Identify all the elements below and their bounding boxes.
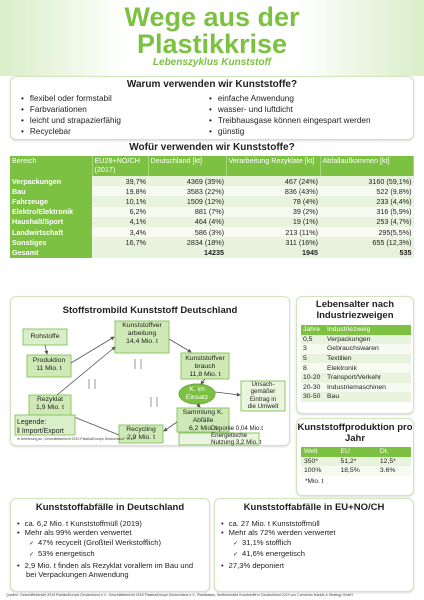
production-footnote: *Mio. t xyxy=(305,478,324,485)
lifetime-box xyxy=(296,296,414,414)
lifetime-cell: 0,5 xyxy=(301,335,325,345)
waste-list-item: ✓ 31,1% stofflich xyxy=(221,538,335,549)
poster-title-line1: Wege aus der xyxy=(124,2,300,32)
usage-cell: 233 (4,4%) xyxy=(320,196,414,206)
usage-cell: 19 (1%) xyxy=(226,217,320,227)
usage-row xyxy=(10,176,414,186)
usage-row xyxy=(10,217,414,227)
lifetime-cell: Textilien xyxy=(325,354,411,364)
usage-row xyxy=(10,186,414,196)
lifetime-row xyxy=(301,344,411,354)
usage-title: Wofür verwenden wir Kunststoffe? xyxy=(129,142,295,153)
waste-eu-list xyxy=(221,519,335,570)
usage-total-label: Gesamt xyxy=(10,247,92,257)
usage-total-cell: 14235 xyxy=(148,247,226,257)
waste-list-item: bei Verpackungen Anwendung xyxy=(26,570,129,580)
flow-verbrauch: Kunststoffver brauch 11,8 Mio. t xyxy=(185,355,225,378)
usage-cell: 3,4% xyxy=(92,227,148,237)
lifetime-header-row xyxy=(301,325,411,335)
usage-cell: 295(5,5%) xyxy=(320,227,414,237)
waste-list-item: ✓ 53% energetisch xyxy=(17,549,193,560)
production-header-cell: Dt. xyxy=(377,447,411,457)
why-item: • leicht und strapazierfähig xyxy=(21,115,121,126)
sources-footer: Quellen: Geschäftsbericht 2019 PlasticsEurope Deutschland e.V., Geschäftsbericht 2018 PlasticsEurope Deutschland e.V., Plastikatlas, Stoffstrombild Kunststoffe in Deutschland 2019 von Conversio Market & Strategy GmbH xyxy=(6,593,353,597)
why-item: • Treibhausgase können eingespart werden xyxy=(209,115,371,126)
usage-header-row xyxy=(10,156,414,176)
usage-cell: 522 (9,8%) xyxy=(320,186,414,196)
usage-total-cell: 1945 xyxy=(226,247,320,257)
flow-produktion: Produktion 11 Mio. t xyxy=(32,357,66,372)
flow-deponie: Deponie 0,04 Mio.t Energetische Nutzung 3,2 Mio. t xyxy=(211,425,263,446)
usage-row xyxy=(10,227,414,237)
usage-total-cell xyxy=(92,247,148,257)
production-cell: 3.6% xyxy=(377,466,411,476)
production-cell: 350* xyxy=(301,457,337,467)
usage-cell: 2834 (18%) xyxy=(148,237,226,247)
flow-verarbeitung: Kunststoffver arbeitung 14,4 Mio. t xyxy=(122,322,162,345)
usage-cell: 316 (5,9%) xyxy=(320,207,414,217)
lifetime-row xyxy=(301,335,411,345)
lifetime-row xyxy=(301,363,411,373)
flow-title: Stoffstrombild Kunststoff Deutschland xyxy=(62,305,238,316)
waste-eu-box xyxy=(214,498,414,592)
usage-cell: 39,7% xyxy=(92,176,148,186)
usage-cell: 881 (7%) xyxy=(148,207,226,217)
flow-sammlung: Sammlung K. Abfälle 6,2 Mio. t xyxy=(182,409,224,432)
lifetime-row xyxy=(301,383,411,393)
usage-row xyxy=(10,237,414,247)
waste-list-item: • 2,9 Mio. t finden als Rezyklat vorallem im Bau und xyxy=(17,561,193,570)
usage-cell: 586 (3%) xyxy=(148,227,226,237)
usage-total-row xyxy=(10,247,414,257)
production-header-cell: Welt xyxy=(301,447,337,457)
usage-cell: 16,7% xyxy=(92,237,148,247)
usage-cell: 311 (16%) xyxy=(226,237,320,247)
production-cell: 18,5% xyxy=(337,466,376,476)
lifetime-cell: Elektronik xyxy=(325,363,411,373)
why-item: • Farbvariationen xyxy=(21,104,121,115)
flow-legend xyxy=(17,418,64,436)
lifetime-cell: Gebrauchswaren xyxy=(325,344,411,354)
flow-einsatz: K. im Einsatz xyxy=(185,386,209,401)
usage-category: Verpackungen xyxy=(10,176,92,186)
waste-list-item: • Mehr als 72% werden verwertet xyxy=(221,528,335,537)
lifetime-cell: 10-20 xyxy=(301,373,325,383)
usage-row xyxy=(10,196,414,206)
waste-list-item: • Mehr als 99% werden verwertet xyxy=(17,528,193,537)
lifetime-row xyxy=(301,373,411,383)
lifetime-cell: 3 xyxy=(301,344,325,354)
usage-cell: 4,1% xyxy=(92,217,148,227)
usage-header-cell: Abfallaufkommen [kt] xyxy=(320,156,414,176)
lifetime-cell: 30-50 xyxy=(301,392,325,402)
lifetime-title: Lebensalter nach Industriezweigen xyxy=(315,299,395,321)
waste-list-item: • 27,3% deponiert xyxy=(221,561,335,570)
usage-cell: 78 (4%) xyxy=(226,196,320,206)
poster-subtitle: Lebenszyklus Kunststoff xyxy=(152,57,272,68)
lifetime-cell: Transport/Verkehr xyxy=(325,373,411,383)
production-header-cell: EU xyxy=(337,447,376,457)
lifetime-header-cell: Industriezweig xyxy=(325,325,411,335)
poster-title-line2: Plastikkrise xyxy=(136,29,288,59)
usage-category: Sonstiges xyxy=(10,237,92,247)
usage-header-cell: EU28+NO/CH (2017) xyxy=(92,156,148,176)
production-title: Kunststoffproduktion pro Jahr xyxy=(297,422,413,444)
why-item: • wasser- und luftdicht xyxy=(209,104,371,115)
usage-header-cell: Verarbeitung Rezyklate [kt] xyxy=(226,156,320,176)
waste-eu-title: Kunststoffabfälle in EU+NO/CH xyxy=(243,502,385,513)
usage-header-cell: Deutschland [kt] xyxy=(148,156,226,176)
usage-cell: 6,2% xyxy=(92,207,148,217)
why-item: • günstig xyxy=(209,126,371,137)
usage-cell: 253 (4,7%) xyxy=(320,217,414,227)
lifetime-cell: Verpackungen xyxy=(325,335,411,345)
why-item: • Recyclebar xyxy=(21,126,121,137)
usage-cell: 467 (24%) xyxy=(226,176,320,186)
why-item: • flexibel oder formstabil xyxy=(21,93,121,104)
usage-cell: 655 (12,3%) xyxy=(320,237,414,247)
usage-category: Elektro/Elektronik xyxy=(10,207,92,217)
lifetime-cell: 5 xyxy=(301,354,325,364)
usage-cell: 836 (43%) xyxy=(226,186,320,196)
usage-cell: 19,8% xyxy=(92,186,148,196)
usage-header-cell: Bereich xyxy=(10,156,92,176)
material-flow-box xyxy=(10,296,290,446)
why-item: • einfache Anwendung xyxy=(209,93,371,104)
waste-list-item: ✓ 41,6% energetisch xyxy=(221,549,335,560)
waste-germany-title: Kunststoffabfälle in Deutschland xyxy=(35,502,185,513)
usage-table xyxy=(10,156,414,258)
lifetime-cell: Bau xyxy=(325,392,411,402)
waste-germany-list xyxy=(17,519,193,579)
usage-category: Landwirtschaft xyxy=(10,227,92,237)
why-title: Warum verwenden wir Kunststoffe? xyxy=(126,79,298,90)
usage-cell: 464 (4%) xyxy=(148,217,226,227)
usage-total-cell: 535 xyxy=(320,247,414,257)
double-arrow-icon: ‖ xyxy=(17,428,22,435)
usage-cell: 10,1% xyxy=(92,196,148,206)
flow-rezyklat: Rezyklat 1,9 Mio. t xyxy=(36,396,64,411)
waste-germany-box xyxy=(10,498,210,592)
production-cell: 12,5* xyxy=(377,457,411,467)
legend-title: Legende: xyxy=(17,419,47,426)
production-cell: 100% xyxy=(301,466,337,476)
production-header-row xyxy=(301,447,411,457)
waste-list-item: • ca. 6,2 Mio. t Kunststoffmüll (2019) xyxy=(17,519,193,528)
lifetime-table xyxy=(301,325,411,402)
usage-cell: 4369 (35%) xyxy=(148,176,226,186)
lifetime-row xyxy=(301,392,411,402)
usage-cell: 1509 (12%) xyxy=(148,196,226,206)
usage-cell: 39 (2%) xyxy=(226,207,320,217)
usage-cell: 3160 (59,1%) xyxy=(320,176,414,186)
lifetime-header-cell: Jahre xyxy=(301,325,325,335)
usage-cell: 3583 (22%) xyxy=(148,186,226,196)
usage-category: Bau xyxy=(10,186,92,196)
waste-list-item: ✓ 47% recycelt (Großteil Werkstofflich) xyxy=(17,538,193,549)
why-plastics-box xyxy=(10,76,414,140)
why-list-left xyxy=(21,93,121,137)
waste-list-item: • ca. 27 Mio. t Kunststoffmüll xyxy=(221,519,335,528)
production-box xyxy=(296,418,414,496)
flow-eintrag: Unsach- gemäßer Eintrag in die Umwelt xyxy=(247,381,279,411)
flow-rohstoffe: Rohstoffe xyxy=(30,333,60,340)
usage-category: Haushalt/Sport xyxy=(10,217,92,227)
usage-row xyxy=(10,207,414,217)
lifetime-cell: 20-30 xyxy=(301,383,325,393)
flow-credit: In Anlehnung an „Geschäftsbericht 2019 PlasticsEurope Deutschland" S. 27 xyxy=(17,437,135,441)
production-table xyxy=(301,447,411,476)
production-row xyxy=(301,466,411,476)
production-cell: 51,2* xyxy=(337,457,376,467)
lifetime-cell: 8 xyxy=(301,363,325,373)
usage-category: Fahrzeuge xyxy=(10,196,92,206)
legend-item: ‖ Import/Export xyxy=(17,428,64,435)
usage-cell: 213 (11%) xyxy=(226,227,320,237)
lifetime-cell: Industriemaschinen xyxy=(325,383,411,393)
production-row xyxy=(301,457,411,467)
lifetime-row xyxy=(301,354,411,364)
flow-recycling: Recycling 2,9 Mio. t xyxy=(126,426,156,441)
why-list-right xyxy=(209,93,371,137)
